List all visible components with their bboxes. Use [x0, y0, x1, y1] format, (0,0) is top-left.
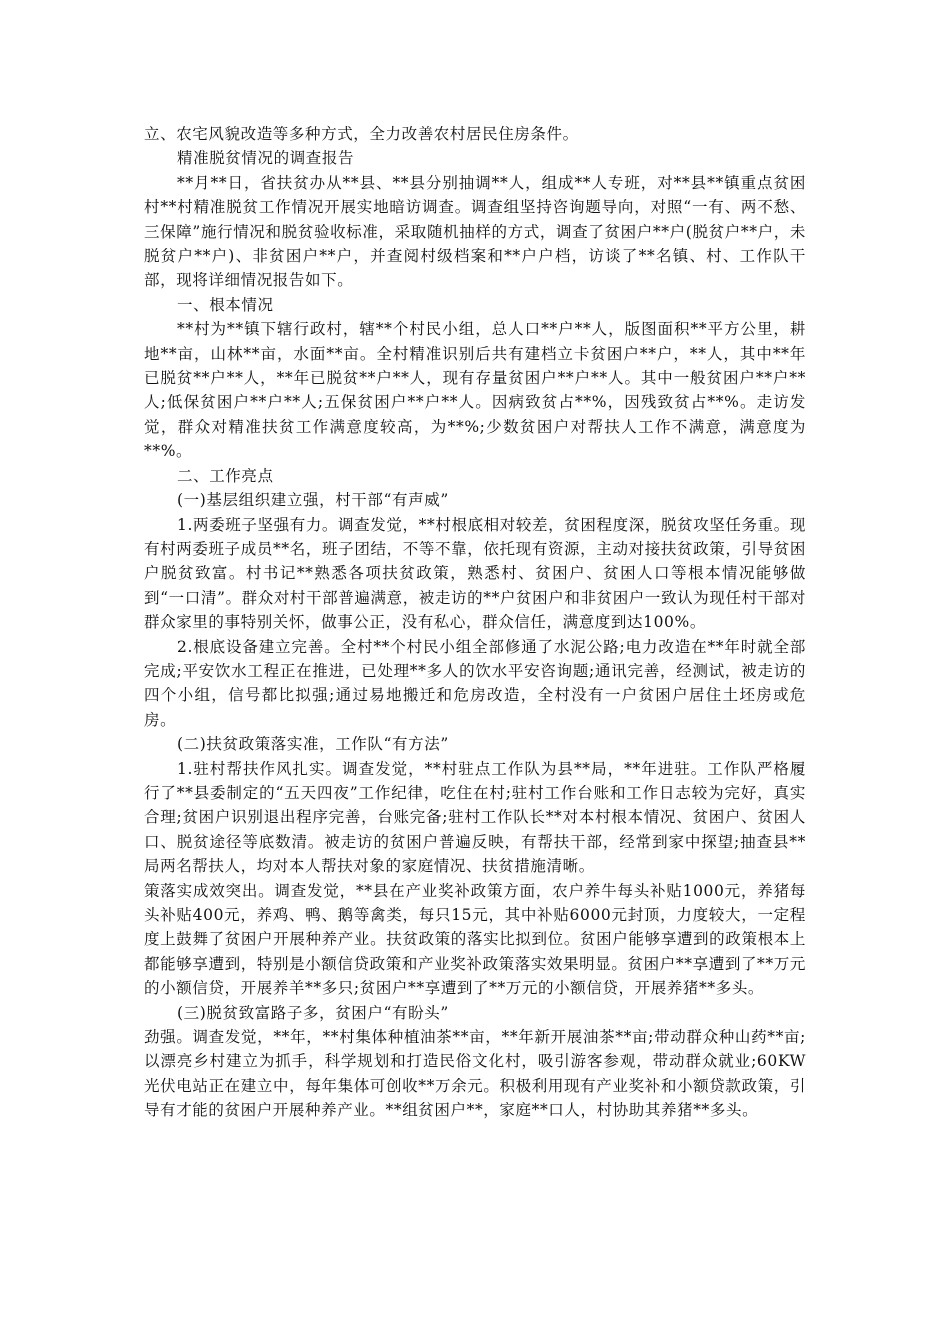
subheading-organization: (一)基层组织建立强，村干部“有声威” — [177, 491, 449, 510]
paragraph-basic-situation: **村为**镇下辖行政村，辖**个村民小组，总人口**户**人，版图面积**平方公里，耕地**亩，山林**亩，水面**亩。全村精准识别后共有建档立卡贫困户**户，**人，其中**年已脱贫**户**人，**年已脱贫**户**人，现有存量贫困户**户**人。其中一般贫困户**户**人;低保贫困户**户**人;五保贫困户**户**人。因病致贫占**%，因残致贫占**%。走访发觉，群众对精准扶贫工作满意度较高，为**%;少数贫困户对帮扶人工作不满意，满意度为**%。 — [144, 320, 806, 461]
section-heading-basic: 一、根本情况 — [177, 295, 274, 314]
paragraph-intro: **月**日，省扶贫办从**县、**县分别抽调**人，组成**人专班，对**县**镇重点贫困村**村精准脱贫工作情况开展实地暗访调查。调查组坚持咨询题导向，对照“一有、两不愁、三保障”施行情况和脱贫验收标准，采取随机抽样的方式，调查了贫困户**户(脱贫户**户，未脱贫户**户)、非贫困户**户，并查阅村级档案和**户户档，访谈了**名镇、村、工作队干部，现将详细情况报告如下。 — [144, 173, 806, 290]
document-page — [144, 122, 806, 1123]
paragraph-prosperity: 劲强。调查发觉，**年，**村集体种植油茶**亩，**年新开展油茶**亩;带动群众种山药**亩;以漂亮乡村建立为抓手，科学规划和打造民俗文化村，吸引游客参观，带动群众就业;60KW光伏电站正在建立中，每年集体可创收**万余元。积极利用现有产业奖补和小额贷款政策，引导有才能的贫困户开展种养产业。**组贫困户**，家庭**口人，村协助其养猪**多头。 — [144, 1028, 806, 1120]
paragraph-continuation: 立、农宅风貌改造等多种方式，全力改善农村居民住房条件。 — [144, 125, 579, 143]
paragraph-policy-results: 策落实成效突出。调查发觉，**县在产业奖补政策方面，农户养牛每头补贴1000元，养猪每头补贴400元，养鸡、鸭、鹅等禽类，每只15元，其中补贴6000元封顶，力度较大，一定程度上鼓舞了贫困户开展种养产业。扶贫政策的落实比拟到位。贫困户能够享遭到的政策根本上都能够享遭到，特别是小额信贷政策和产业奖补政策落实效果明显。贫困户**享遭到了**万元的小额信贷，开展养羊**多只;贫困户**享遭到了**万元的小额信贷，开展养猪**多头。 — [144, 881, 806, 998]
paragraph-committee: 1.两委班子坚强有力。调查发觉，**村根底相对较差，贫困程度深，脱贫攻坚任务重。现有村两委班子成员**名，班子团结，不等不靠，依托现有资源，主动对接扶贫政策，引导贫困户脱贫致富。村书记**熟悉各项扶贫政策，熟悉村、贫困户、贫困人口等根本情况能够做到“一口清”。群众对村干部普遍满意，被走访的**户贫困户和非贫困户一致认为现任村干部对群众家里的事特别关怀，做事公正，没有私心，群众信任，满意度到达100%。 — [144, 515, 806, 632]
paragraph-infrastructure: 2.根底设备建立完善。全村**个村民小组全部修通了水泥公路;电力改造在**年时就全部完成;平安饮水工程正在推进，已处理**多人的饮水平安咨询题;通讯完善，经测试，被走访的四个小组，信号都比拟强;通过易地搬迁和危房改造，全村没有一户贫困户居住土坯房或危房。 — [144, 637, 806, 729]
report-title: 精准脱贫情况的调查报告 — [177, 149, 355, 168]
subheading-prosperity: (三)脱贫致富路子多，贫困户“有盼头” — [177, 1003, 449, 1022]
subheading-policy: (二)扶贫政策落实准，工作队“有方法” — [177, 735, 449, 754]
paragraph-village-assistance: 1.驻村帮扶作风扎实。调查发觉，**村驻点工作队为县**局，**年进驻。工作队严格履行了**县委制定的“五天四夜”工作纪律，吃住在村;驻村工作台账和工作日志较为完好，真实合理;贫困户识别退出程序完善，台账完备;驻村工作队长**对本村根本情况、贫困户、贫困人口、脱贫途径等底数清。被走访的贫困户普遍反映，有帮扶干部，经常到家中探望;抽查县**局两名帮扶人，均对本人帮扶对象的家庭情况、扶贫措施清晰。 — [144, 759, 806, 876]
section-heading-highlights: 二、工作亮点 — [177, 466, 274, 485]
